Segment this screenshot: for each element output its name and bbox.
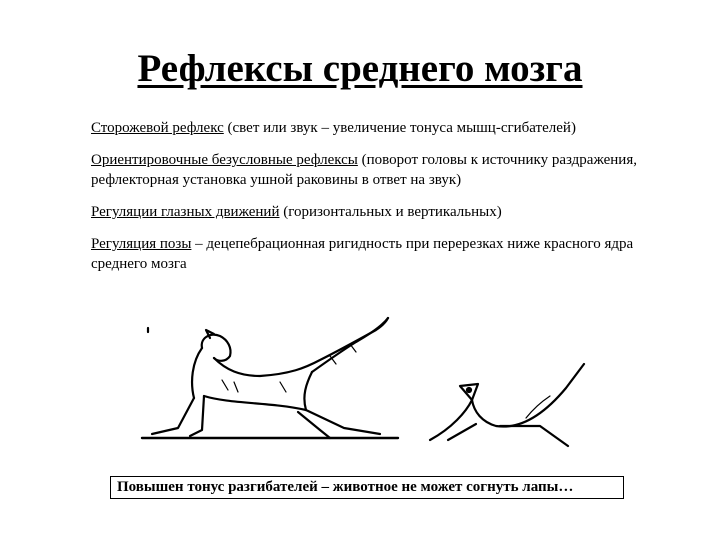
list-item	[91, 202, 651, 222]
item-term: Ориентировочные безусловные рефлексы	[91, 152, 358, 168]
item-term: Регуляция позы	[91, 236, 192, 252]
item-term: Сторожевой рефлекс	[91, 120, 224, 136]
bird-drawing	[430, 364, 584, 446]
item-text: – децепебрационная ригидность при перерезках ниже красного ядра среднего мозга	[91, 236, 634, 272]
decerebrate-animals-illustration	[130, 300, 590, 460]
item-text: (поворот головы к источнику раздражения, рефлекторная установка ушной раковины в ответ на звук)	[91, 152, 637, 188]
item-text: (свет или звук – увеличение тонуса мышц-сгибателей)	[223, 120, 576, 136]
list-item	[91, 150, 651, 190]
figure-caption: Повышен тонус разгибателей – животное не может согнуть лапы…	[110, 476, 624, 499]
item-term: Регуляции глазных движений	[91, 204, 280, 220]
reflex-list	[91, 118, 651, 274]
slide-title: Рефлексы среднего мозга	[137, 47, 583, 90]
list-item	[91, 118, 651, 138]
list-item	[91, 234, 651, 274]
cat-drawing	[148, 318, 388, 438]
item-text: (горизонтальных и вертикальных)	[279, 204, 502, 220]
